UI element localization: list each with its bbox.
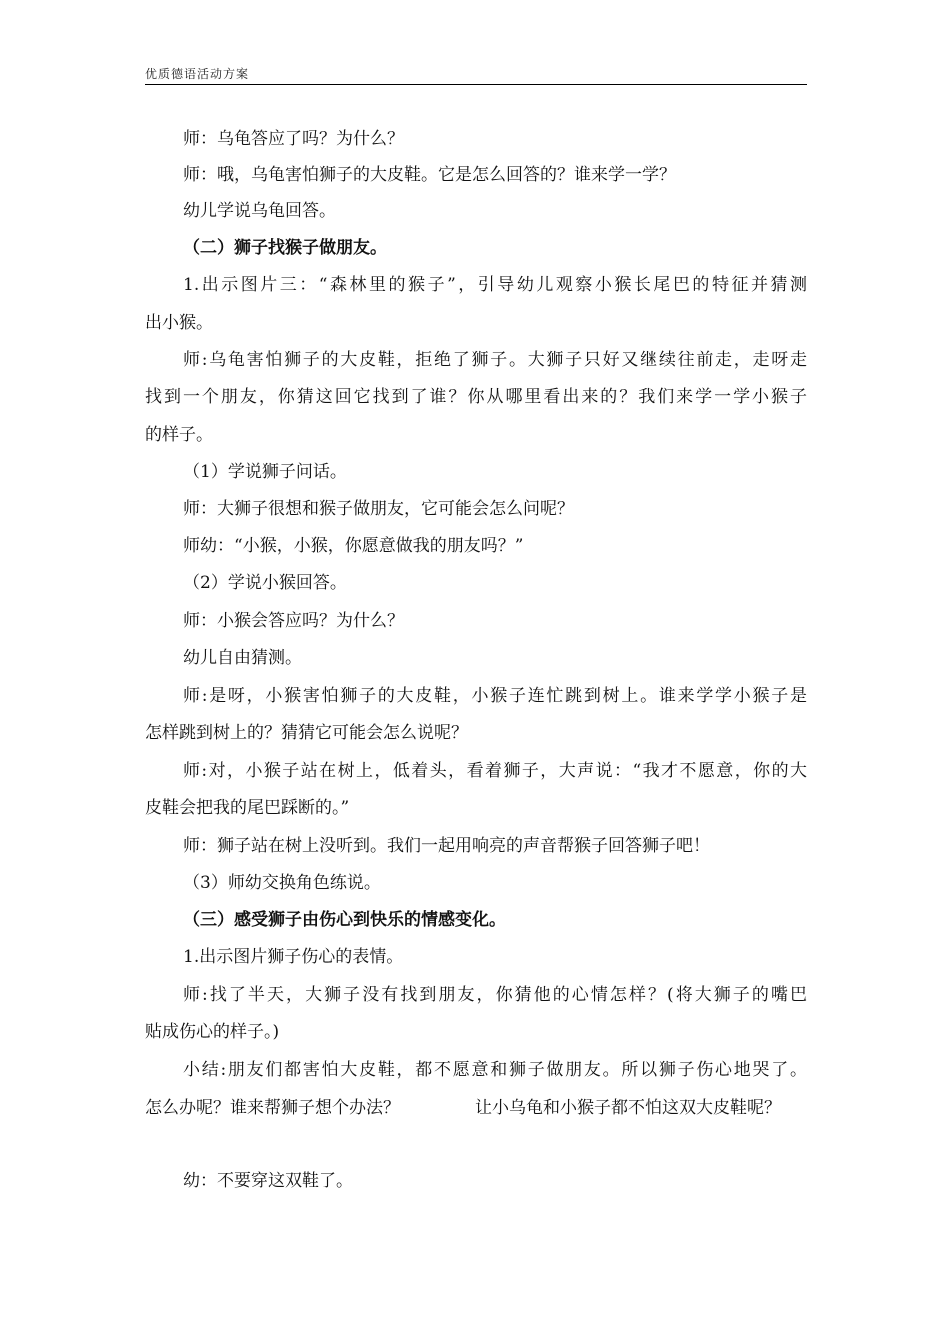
section-heading: （三）感受狮子由伤心到快乐的情感变化。 xyxy=(183,910,506,930)
paragraph-line: 师：大狮子很想和猴子做朋友，它可能会怎么问呢？ xyxy=(183,499,574,519)
paragraph-line: （1）学说狮子问话。 xyxy=(183,462,347,482)
paragraph-line: 让小乌龟和小猴子都不怕这双大皮鞋呢？ xyxy=(475,1098,781,1118)
paragraph-line: 师：小猴会答应吗？为什么？ xyxy=(183,611,404,631)
paragraph-line: 幼儿学说乌龟回答。 xyxy=(183,201,336,221)
paragraph-line: 师:对，小猴子站在树上，低着头，看着狮子，大声说：“我才不愿意，你的大 xyxy=(183,761,807,781)
page-header xyxy=(145,62,807,85)
paragraph-line: 找到一个朋友，你猜这回它找到了谁？你从哪里看出来的？我们来学一学小猴子 xyxy=(145,387,807,407)
paragraph-line: 师：哦，乌龟害怕狮子的大皮鞋。它是怎么回答的？谁来学一学？ xyxy=(183,165,676,185)
paragraph-line: 小结:朋友们都害怕大皮鞋，都不愿意和狮子做朋友。所以狮子伤心地哭了。 xyxy=(183,1060,807,1080)
paragraph-line: 师:乌龟害怕狮子的大皮鞋，拒绝了狮子。大狮子只好又继续往前走，走呀走 xyxy=(183,350,807,370)
paragraph-line: 师幼：“小猴，小猴，你愿意做我的朋友吗？” xyxy=(183,536,524,556)
paragraph-line: 幼儿自由猜测。 xyxy=(183,648,302,668)
paragraph-line: 的样子。 xyxy=(145,425,213,445)
paragraph-line: 怎么办呢？谁来帮狮子想个办法？ xyxy=(145,1098,400,1118)
paragraph-line: 1.出示图片三：“森林里的猴子”，引导幼儿观察小猴长尾巴的特征并猜测 xyxy=(183,275,807,295)
paragraph-line: 怎样跳到树上的？猜猜它可能会怎么说呢？ xyxy=(145,723,468,743)
paragraph-line: 师:是呀，小猴害怕狮子的大皮鞋，小猴子连忙跳到树上。谁来学学小猴子是 xyxy=(183,686,807,706)
paragraph-line: 1.出示图片狮子伤心的表情。 xyxy=(183,947,404,967)
paragraph-line: 贴成伤心的样子。) xyxy=(145,1022,280,1042)
header-title: 优质德语活动方案 xyxy=(145,67,250,81)
paragraph-line: （2）学说小猴回答。 xyxy=(183,573,347,593)
paragraph-line: 皮鞋会把我的尾巴踩断的。” xyxy=(145,798,350,818)
paragraph-line: 出小猴。 xyxy=(145,313,213,333)
paragraph-line: 师:找了半天，大狮子没有找到朋友，你猜他的心情怎样？(将大狮子的嘴巴 xyxy=(183,985,807,1005)
paragraph-line: 师：狮子站在树上没听到。我们一起用响亮的声音帮猴子回答狮子吧！ xyxy=(183,836,710,856)
section-heading: （二）狮子找猴子做朋友。 xyxy=(183,238,387,258)
paragraph-line: 师：乌龟答应了吗？为什么？ xyxy=(183,129,404,149)
paragraph-line: 幼：不要穿这双鞋了。 xyxy=(183,1171,353,1191)
paragraph-line: （3）师幼交换角色练说。 xyxy=(183,873,381,893)
